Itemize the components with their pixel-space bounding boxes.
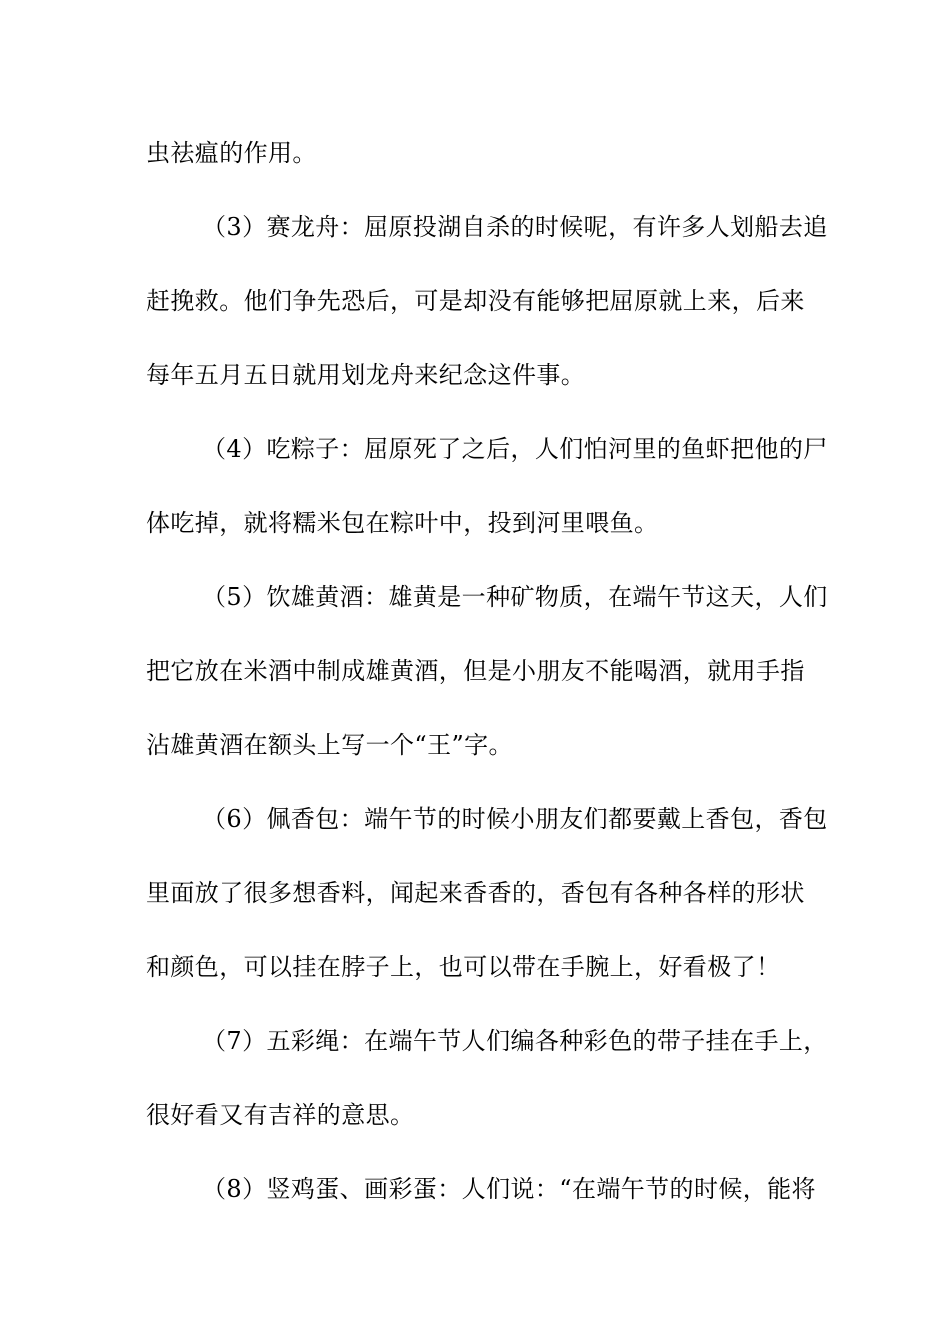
text-line: （7）五彩绳：在端午节人们编各种彩色的带子挂在手上， (202, 1027, 828, 1055)
text-line: （8）竖鸡蛋、画彩蛋：人们说：“在端午节的时候，能将 (202, 1175, 816, 1203)
text-line: 沾雄黄酒在额头上写一个“王”字。 (146, 731, 513, 759)
text-line: 体吃掉，就将糯米包在粽叶中，投到河里喂鱼。 (146, 509, 659, 537)
text-line: 每年五月五日就用划龙舟来纪念这件事。 (146, 361, 586, 389)
text-line: 里面放了很多想香料，闻起来香香的，香包有各种各样的形状 (146, 879, 805, 907)
text-line: 很好看又有吉祥的意思。 (146, 1101, 415, 1129)
text-line: （6）佩香包：端午节的时候小朋友们都要戴上香包，香包 (202, 805, 828, 833)
text-line: （3）赛龙舟：屈原投湖自杀的时候呢，有许多人划船去追 (202, 213, 828, 241)
text-line: 赶挽救。他们争先恐后，可是却没有能够把屈原就上来，后来 (146, 287, 805, 315)
text-line: 虫祛瘟的作用。 (146, 139, 317, 167)
text-line: 把它放在米酒中制成雄黄酒，但是小朋友不能喝酒，就用手指 (146, 657, 805, 685)
document-body (146, 126, 828, 1236)
text-line: 和颜色，可以挂在脖子上，也可以带在手腕上，好看极了！ (146, 953, 781, 981)
text-line: （4）吃粽子：屈原死了之后，人们怕河里的鱼虾把他的尸 (202, 435, 828, 463)
text-line: （5）饮雄黄酒：雄黄是一种矿物质，在端午节这天，人们 (202, 583, 828, 611)
